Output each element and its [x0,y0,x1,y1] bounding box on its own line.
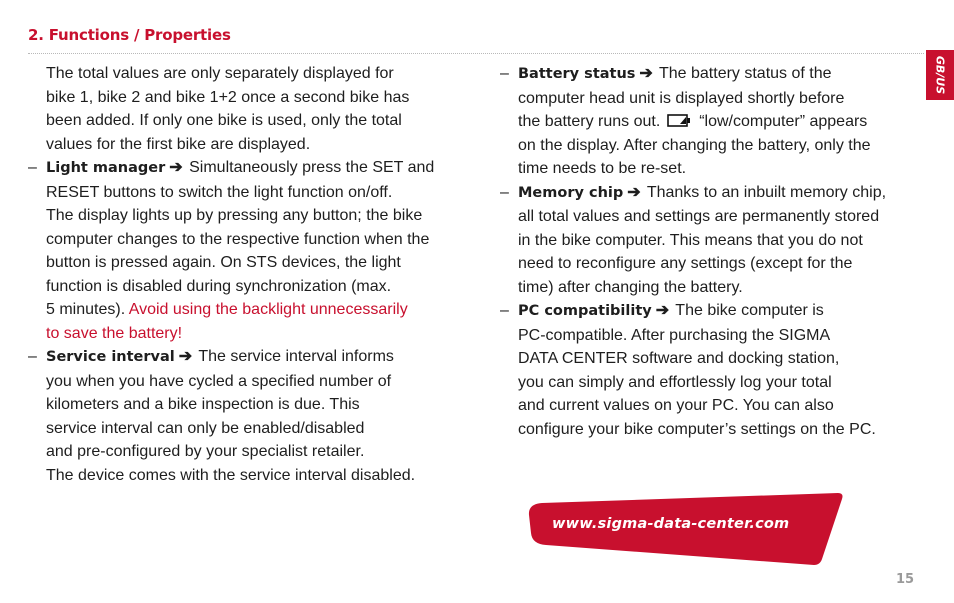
light-manager-term: Light manager [46,160,166,176]
text-line: function is disabled during synchronization (max. [46,277,392,295]
list-dash: – [28,159,37,176]
text-segment: Thanks to an inbuilt memory chip, [646,183,887,201]
service-interval-term: Service interval [46,349,175,365]
text-line: RESET buttons to switch the light function on/off. [46,183,393,201]
text-line: The total values are only separately displayed for [46,65,394,82]
right-column [500,62,920,441]
text-line [518,110,920,134]
language-tab [926,50,954,100]
memory-chip-item [500,181,920,300]
text-line: DATA CENTER software and docking station, [518,350,840,367]
text-line: need to reconfigure any settings (except for the [518,255,853,272]
backlight-warning: to save the battery! [46,324,183,342]
text-line: computer changes to the respective function when the [46,230,430,248]
text-line: kilometers and a bike inspection is due. This [46,396,360,413]
text-line: service interval can only be enabled/disabled [46,419,365,437]
text-line [46,345,468,370]
dotted-divider [28,53,924,54]
text-line [518,299,920,324]
text-line: and current values on your PC. You can also [518,397,834,414]
text-line: time) after changing the battery. [518,278,743,296]
left-column [28,62,468,487]
text-line: all total values and settings are permanently stored [518,208,880,225]
text-line: in the bike computer. This means that you do not [518,231,863,249]
section-title: 2. Functions / Properties [28,26,231,44]
text-line: The display lights up by pressing any button; the bike [46,207,423,224]
text-line: you can simply and effortlessly log your total [518,373,832,391]
text-line: values for the first bike are displayed. [46,135,311,153]
text-line: and pre-configured by your specialist retailer. [46,443,365,460]
pc-compatibility-term: PC compatibility [518,303,652,319]
text-line [518,62,920,87]
text-segment: The battery status of the [658,65,832,82]
list-dash: – [500,183,509,201]
text-segment: The bike computer is [675,302,824,319]
language-tab-label: GB/US [933,55,947,95]
list-dash: – [500,65,509,82]
text-line: on the display. After changing the battery, only the [518,136,871,154]
memory-chip-term: Memory chip [518,184,624,201]
text-segment: Simultaneously press the SET and [189,159,435,176]
text-line: configure your bike computer’s settings on the PC. [518,420,876,438]
url-banner[interactable] [528,493,844,565]
text-segment: 5 minutes). [46,301,126,318]
arrow-right-icon: ➔ [655,302,670,319]
text-line: you when you have cycled a specified number of [46,372,392,390]
battery-status-item [500,62,920,181]
text-line: PC-compatible. After purchasing the SIGMA [518,326,831,344]
text-line [46,298,468,322]
pc-compatibility-item [500,299,920,441]
intro-paragraph [28,62,468,156]
list-dash: – [500,302,509,319]
low-battery-icon [667,111,691,124]
text-segment: the battery runs out. [518,113,661,130]
service-interval-item [28,345,468,487]
light-manager-item [28,156,468,345]
page-number: 15 [896,572,915,587]
text-segment: “low/computer” appears [699,113,868,130]
text-line [518,181,920,206]
text-line: been added. If only one bike is used, only the total [46,112,402,129]
text-line: bike 1, bike 2 and bike 1+2 once a second bike has [46,88,410,106]
text-line: The device comes with the service interval disabled. [46,466,416,484]
backlight-warning: Avoid using the backlight unnecessarily [128,301,408,318]
text-segment: The service interval informs [198,348,394,365]
arrow-right-icon: ➔ [169,159,183,176]
text-line [46,156,468,181]
arrow-right-icon: ➔ [178,348,193,365]
arrow-right-icon: ➔ [639,65,653,82]
text-line: computer head unit is displayed shortly before [518,89,845,107]
website-link[interactable]: www.sigma-data-center.com [552,516,790,532]
arrow-right-icon: ➔ [627,183,641,201]
text-line: time needs to be re-set. [518,160,687,177]
list-dash: – [28,348,37,365]
battery-status-term: Battery status [518,66,636,82]
text-line: button is pressed again. On STS devices, the light [46,254,401,271]
